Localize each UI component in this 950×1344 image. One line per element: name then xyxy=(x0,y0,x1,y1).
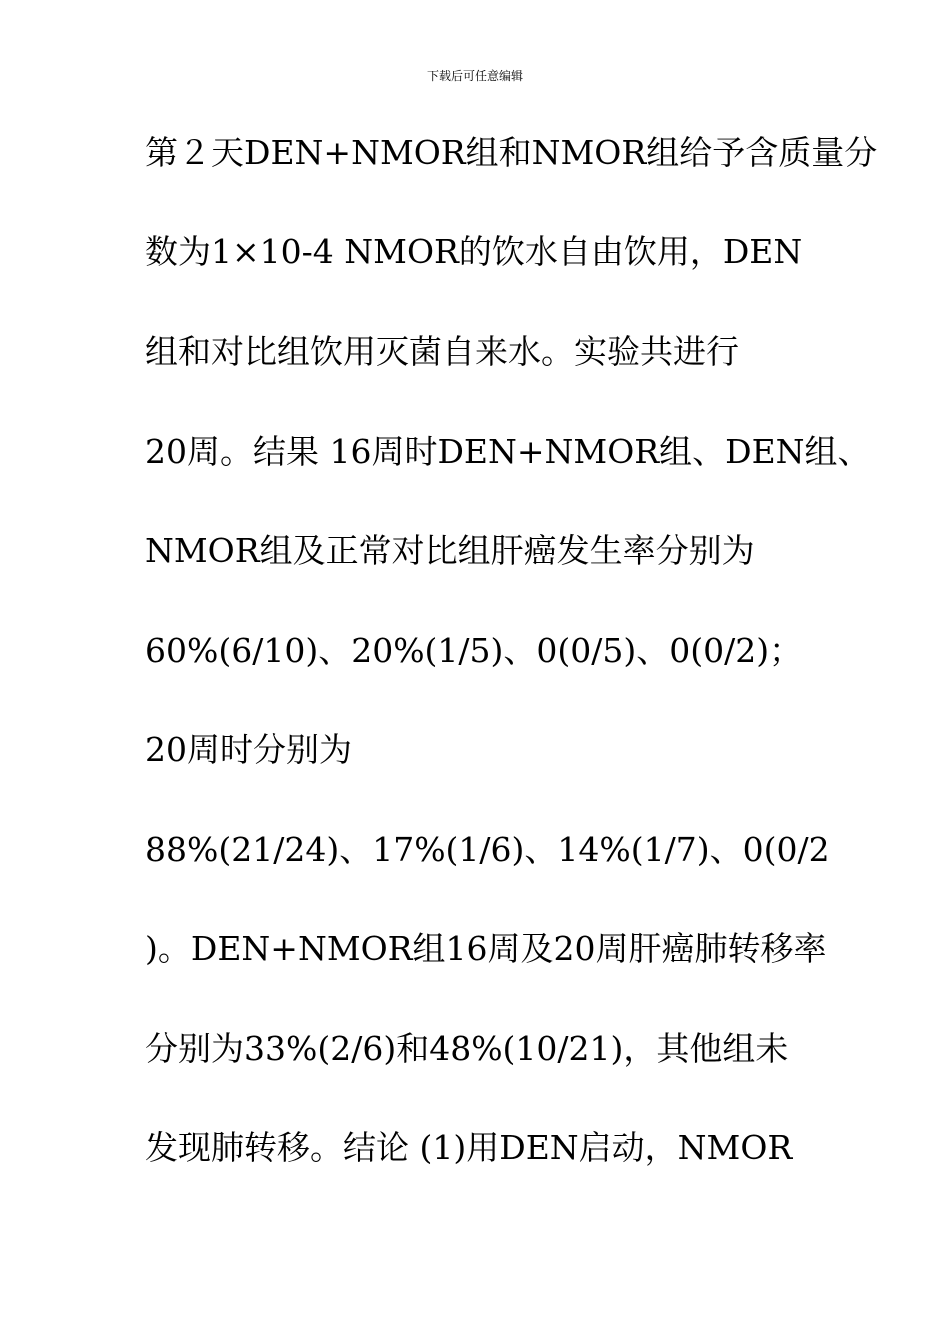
text-line: 分别为33%(2/6)和48%(10/21)，其他组未 xyxy=(145,1029,789,1068)
text-line: NMOR组及正常对比组肝癌发生率分别为 xyxy=(145,531,755,570)
text-line: 20周。结果 16周时DEN+NMOR组、DEN组、 xyxy=(145,432,871,471)
text-line: 数为1×10-4 NMOR的饮水自由饮用，DEN xyxy=(145,232,803,271)
text-line: )。DEN+NMOR组16周及20周肝癌肺转移率 xyxy=(145,929,827,968)
text-line: 88%(21/24)、17%(1/6)、14%(1/7)、0(0/2 xyxy=(145,830,830,869)
text-line: 60%(6/10)、20%(1/5)、0(0/5)、0(0/2)； xyxy=(145,631,803,670)
text-line: 发现肺转移。结论 (1)用DEN启动，NMOR xyxy=(145,1128,793,1167)
text-line: 组和对比组饮用灭菌自来水。实验共进行 xyxy=(145,332,739,371)
text-line: 20周时分别为 xyxy=(145,730,352,769)
text-line: 第２天DEN+NMOR组和NMOR组给予含质量分 xyxy=(145,133,878,172)
page-header: 下载后可任意编辑 xyxy=(426,69,523,83)
